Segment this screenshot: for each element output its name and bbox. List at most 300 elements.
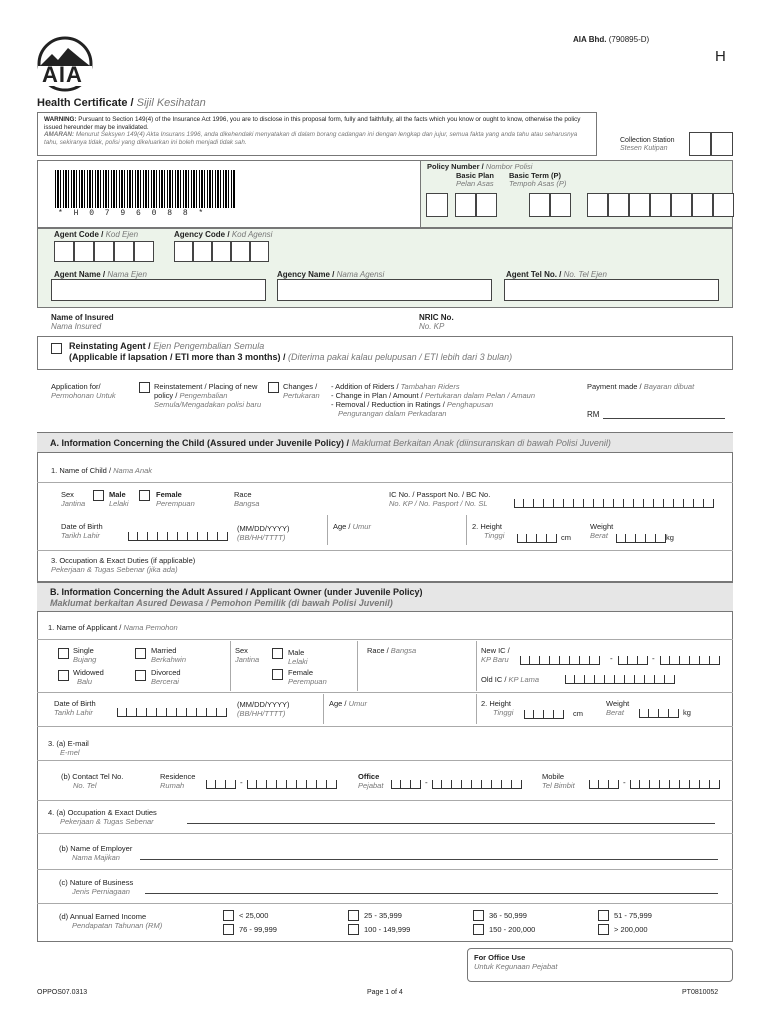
divider — [327, 515, 328, 545]
reinstatement-checkbox[interactable] — [139, 382, 150, 393]
policy-digit-box[interactable] — [692, 193, 713, 217]
child-occupation-label — [51, 556, 195, 574]
policy-digit-box[interactable] — [587, 193, 608, 217]
child-sex-label — [61, 490, 85, 508]
agency-code-label — [174, 230, 272, 239]
new-ic-label — [481, 646, 510, 664]
new-ic-part1[interactable] — [520, 656, 600, 665]
agency-code-box[interactable] — [193, 241, 212, 262]
amaran-label: AMARAN: — [44, 131, 75, 138]
applicant-female-checkbox[interactable] — [272, 669, 283, 680]
income-option-8: > 200,000 — [614, 925, 648, 934]
sex-b-en: Sex — [235, 646, 248, 655]
old-ic-label — [481, 675, 539, 684]
policy-number-boxes — [587, 193, 734, 217]
divider — [230, 641, 231, 691]
single-my: Bujang — [73, 655, 97, 664]
residence-number-input[interactable] — [247, 780, 337, 789]
new-ic-part3[interactable] — [660, 656, 720, 665]
employer-en: (b) Name of Employer — [59, 844, 133, 853]
height-my: Tinggi — [484, 531, 505, 540]
form-letter: H — [715, 48, 726, 65]
policy-digit-box[interactable] — [650, 193, 671, 217]
office-number-input[interactable] — [432, 780, 522, 789]
reinstatement-label — [154, 382, 264, 409]
male-b-my: Lelaki — [288, 657, 308, 666]
reinstating-my: Ejen Pengembalian Semula — [153, 341, 265, 351]
divider — [476, 641, 477, 691]
chg2-en: - Change in Plan / Amount / — [331, 391, 423, 400]
policy-digit-box[interactable] — [671, 193, 692, 217]
agent-name-input[interactable] — [51, 279, 266, 301]
app-for-my: Permohonan Untuk — [51, 391, 116, 400]
income-option-6: 150 - 200,000 — [489, 925, 536, 934]
divider — [37, 692, 733, 693]
agency-code-my: Kod Agensi — [231, 230, 273, 239]
policy-digit-box[interactable] — [713, 193, 734, 217]
age-en: Age / — [333, 522, 351, 531]
contact-my: No. Tel — [73, 781, 97, 790]
weight-b-my: Berat — [606, 708, 624, 717]
weight-b-en: Weight — [606, 699, 630, 708]
office-prefix-input[interactable] — [391, 780, 421, 789]
agent-code-box[interactable] — [94, 241, 114, 262]
warning-text: Pursuant to Section 149(4) of the Insurance Act 1996, you are to disclose in this proposal form, fully and faithfully, all the facts which you know or ought to know, otherwise the policy issued hereunder may be invalidated. — [44, 116, 581, 131]
male-b-en: Male — [288, 648, 305, 657]
child-name-en: 1. Name of Child / — [51, 466, 112, 475]
changes-en: Changes / — [283, 382, 318, 391]
divorced-checkbox[interactable] — [135, 670, 146, 681]
old-ic-my: KP Lama — [508, 675, 540, 684]
divider — [357, 641, 358, 691]
collection-station-label: Collection Station — [620, 137, 675, 144]
agent-tel-en: Agent Tel No. / — [506, 270, 562, 279]
height-b-my: Tinggi — [493, 708, 514, 717]
reinstatement-my: Pengembalian Semula/Mengadakan polisi baru — [154, 391, 262, 409]
b-name-my: Nama Pemohon — [123, 623, 178, 632]
child-ic-label — [389, 490, 490, 508]
income-option-7: 51 - 75,999 — [614, 911, 652, 920]
mobile-label — [542, 772, 575, 790]
widowed-en: Widowed — [73, 668, 104, 677]
applicant-occupation-label — [48, 808, 157, 826]
company-name: AIA Bhd. — [573, 35, 607, 44]
child-height-input[interactable] — [517, 534, 557, 543]
child-name-my: Nama Anak — [113, 466, 153, 475]
aia-logo — [34, 36, 96, 92]
child-height-label — [472, 522, 504, 540]
dob-fmt-en: (MM/DD/YYYY) — [237, 524, 290, 533]
dob-fmt-b-my: (BB/HH/TTTT) — [237, 709, 286, 718]
chg1-my: Tambahan Riders — [400, 382, 460, 391]
sex-b-my: Jantina — [235, 655, 260, 664]
reinstatement-en: Reinstatement / Placing of new policy / — [154, 382, 258, 400]
basic-term-en: Basic Term (P) — [509, 171, 561, 180]
female-b-my: Perempuan — [288, 677, 327, 686]
email-label — [48, 739, 89, 757]
dash: - — [652, 654, 655, 663]
occ-b-en: 4. (a) Occupation & Exact Duties — [48, 808, 157, 817]
female-b-en: Female — [288, 668, 314, 677]
divider — [37, 550, 733, 551]
section-b-title-my: Maklumat berkaitan Asured Dewasa / Pemohon Pemilik (di bawah Polisi Juvenil) — [50, 598, 393, 608]
business-label — [59, 878, 133, 896]
kg-unit: kg — [666, 533, 674, 542]
agency-code-box[interactable] — [231, 241, 250, 262]
basic-plan-my: Pelan Asas — [456, 179, 494, 188]
applicant-height-input[interactable] — [524, 710, 564, 719]
new-ic-my: KP Baru — [481, 655, 509, 664]
single-checkbox[interactable] — [58, 648, 69, 659]
station-box-2[interactable] — [711, 132, 733, 156]
divorced-label — [151, 668, 181, 686]
policy-number-my: Nombor Polisi — [485, 162, 533, 171]
email-my: E-mel — [60, 748, 80, 757]
agent-tel-input[interactable] — [504, 279, 719, 301]
applicant-name-label — [48, 623, 178, 632]
business-input-line[interactable] — [145, 893, 718, 894]
basic-term-label — [509, 172, 566, 188]
dob-fmt-b-en: (MM/DD/YYYY) — [237, 700, 290, 709]
child-race-label — [234, 490, 259, 508]
contact-en: (b) Contact Tel No. — [61, 772, 124, 781]
height-a-en: 2. Height — [472, 522, 503, 531]
chg2-my: Pertukaran dalam Pelan / Amaun — [424, 391, 536, 400]
agency-code-box[interactable] — [250, 241, 269, 262]
child-female-checkbox[interactable] — [139, 490, 150, 501]
income-label — [59, 912, 162, 930]
title-my: Sijil Kesihatan — [136, 97, 206, 109]
agency-code-en: Agency Code / — [174, 230, 230, 239]
dash: - — [425, 778, 428, 787]
term-box-2[interactable] — [550, 193, 571, 217]
applicant-female-label — [288, 668, 327, 686]
child-dob-format — [237, 524, 290, 542]
nric-label — [419, 313, 454, 331]
employer-input-line[interactable] — [140, 859, 718, 860]
child-dob-input[interactable] — [128, 532, 228, 541]
old-ic-input[interactable] — [565, 675, 675, 684]
agency-name-en: Agency Name / — [277, 270, 335, 279]
business-my: Jenis Perniagaan — [72, 887, 130, 896]
agency-name-input[interactable] — [277, 279, 492, 301]
agent-code-box[interactable] — [54, 241, 74, 262]
single-en: Single — [73, 646, 94, 655]
income-option-5-checkbox[interactable] — [473, 910, 484, 921]
income-option-3: 25 - 35,999 — [364, 911, 402, 920]
applicable-my: (Diterima pakai kalau pelupusan / ETI lebih dari 3 bulan) — [288, 352, 513, 362]
office-en: Office — [358, 772, 380, 781]
policy-prefix-box[interactable] — [426, 193, 448, 217]
chg3b-my: Pengurangan dalam Perkadaran — [338, 409, 447, 418]
occupation-input-line[interactable] — [187, 823, 715, 824]
changes-my: Pertukaran — [283, 391, 320, 400]
widowed-my: Balu — [77, 677, 93, 686]
income-my: Pendapatan Tahunan (RM) — [72, 921, 163, 930]
child-name-label — [51, 466, 152, 475]
weight-en: Weight — [590, 522, 614, 531]
dob-fmt-my: (BB/HH/TTTT) — [237, 533, 286, 542]
employer-my: Nama Majikan — [72, 853, 120, 862]
collection-station — [620, 137, 674, 153]
company-header — [573, 35, 649, 44]
new-ic-en: New IC / — [481, 646, 510, 655]
company-reg: (790895-D) — [608, 35, 650, 44]
agent-code-en: Agent Code / — [54, 230, 104, 239]
agency-name-label — [277, 270, 384, 279]
section-b-header — [37, 582, 733, 612]
agent-name-label — [54, 270, 147, 279]
applicant-age-label — [329, 699, 367, 708]
logo-text: AIA — [42, 62, 83, 87]
rm-label: RM — [587, 410, 600, 419]
income-option-1: < 25,000 — [239, 911, 269, 920]
policy-number-en: Policy Number / — [427, 162, 484, 171]
policy-digit-box[interactable] — [608, 193, 629, 217]
sex-en: Sex — [61, 490, 74, 499]
income-option-7-checkbox[interactable] — [598, 910, 609, 921]
dob-b-en: Date of Birth — [54, 699, 96, 708]
basic-term-my: Tempoh Asas (P) — [509, 179, 567, 188]
reinstating-text — [69, 341, 512, 363]
application-for-label — [51, 382, 116, 400]
divider — [37, 903, 733, 904]
basic-plan-label — [456, 172, 494, 188]
business-en: (c) Nature of Business — [59, 878, 134, 887]
sex-my: Jantina — [61, 499, 86, 508]
office-my: Pejabat — [358, 781, 384, 790]
dob-b-my: Tarikh Lahir — [54, 708, 93, 717]
applicant-male-checkbox[interactable] — [272, 648, 283, 659]
title-en: Health Certificate / — [37, 97, 134, 109]
male-en: Male — [109, 490, 126, 499]
divider — [323, 694, 324, 724]
changes-list — [331, 382, 535, 418]
station-box-1[interactable] — [689, 132, 711, 156]
email-en: 3. (a) E-mail — [48, 739, 89, 748]
married-my: Berkahwin — [151, 655, 187, 664]
weight-my: Berat — [590, 531, 608, 540]
widowed-checkbox[interactable] — [58, 670, 69, 681]
section-a-title: A. Information Concerning the Child (Assured under Juvenile Policy) / — [50, 438, 350, 448]
page-title — [37, 97, 206, 109]
race-my: Bangsa — [234, 499, 260, 508]
agent-code-box[interactable] — [74, 241, 94, 262]
footer-form-code: OPPOS07.0313 — [37, 989, 88, 996]
cm-unit-b: cm — [573, 709, 583, 718]
child-weight-input[interactable] — [616, 534, 666, 543]
employer-label — [59, 844, 132, 862]
office-use-box — [467, 948, 733, 982]
divider — [37, 726, 733, 727]
warning-label: WARNING: — [44, 116, 77, 123]
contact-label — [61, 772, 123, 790]
divider — [476, 694, 477, 724]
section-b-frame — [37, 582, 733, 942]
applicant-weight-label — [606, 699, 629, 717]
a-occ-en: 3. Occupation & Exact Duties (if applicable) — [51, 556, 196, 565]
divider — [37, 869, 733, 870]
child-weight-label — [590, 522, 613, 540]
applicable-en: (Applicable if lapsation / ETI more than 3 months) / — [69, 352, 286, 362]
applicant-dob-label — [54, 699, 96, 717]
child-female-label — [156, 490, 195, 508]
income-option-8-checkbox[interactable] — [598, 924, 609, 935]
female-en: Female — [156, 490, 182, 499]
policy-number-label — [427, 162, 532, 171]
amaran-text: Menurut Seksyen 149(4) Akta Insurans 1996, anda dikehendaki menyatakan di dalam borang cadangan ini dengan lengkap dan jujur, semua fakta yang anda tahu atau seharusnya tahu, sekiranya tidak, polisi yang dikeluarkan ini boleh menjadi tidak sah. — [44, 131, 578, 146]
amaran-line — [44, 131, 590, 146]
agency-name-my: Nama Agensi — [336, 270, 385, 279]
agent-name-en: Agent Name / — [54, 270, 106, 279]
income-option-3-checkbox[interactable] — [348, 910, 359, 921]
applicant-male-label — [288, 648, 308, 666]
old-ic-en: Old IC / — [481, 675, 507, 684]
barcode-text: * H 0 7 9 6 0 8 8 * — [58, 209, 207, 218]
income-option-5: 36 - 50,999 — [489, 911, 527, 920]
dash: - — [610, 654, 613, 663]
divider — [37, 800, 733, 801]
dob-my: Tarikh Lahir — [61, 531, 100, 540]
divider — [466, 515, 467, 545]
applicant-dob-input[interactable] — [117, 708, 227, 717]
dob-en: Date of Birth — [61, 522, 103, 531]
applicant-dob-format — [237, 700, 290, 718]
reinstating-en: Reinstating Agent / — [69, 341, 151, 351]
race-b-my: Bangsa — [390, 646, 417, 655]
divorced-my: Bercerai — [151, 677, 179, 686]
income-option-4: 100 - 149,999 — [364, 925, 411, 934]
section-a-header — [37, 432, 733, 453]
applicant-weight-input[interactable] — [639, 709, 679, 718]
footer-page-number: Page 1 of 4 — [367, 989, 403, 996]
cm-unit: cm — [561, 533, 571, 542]
payment-label — [587, 382, 694, 391]
kg-unit-b: kg — [683, 708, 691, 717]
female-my: Perempuan — [156, 499, 195, 508]
race-b-en: Race / — [367, 646, 389, 655]
age-b-my: Umur — [348, 699, 367, 708]
divider — [37, 482, 733, 483]
dash: - — [240, 778, 243, 787]
married-en: Married — [151, 646, 177, 655]
single-label — [73, 646, 96, 664]
child-male-checkbox[interactable] — [93, 490, 104, 501]
office-use-en: For Office Use — [474, 953, 526, 962]
chg3-en: - Removal / Reduction in Ratings / — [331, 400, 445, 409]
ic-a-en: IC No. / Passport No. / BC No. — [389, 490, 491, 499]
income-option-2: 76 - 99,999 — [239, 925, 277, 934]
income-en: (d) Annual Earned Income — [59, 912, 147, 921]
nric-en: NRIC No. — [419, 313, 454, 322]
agent-tel-my: No. Tel Ejen — [563, 270, 607, 279]
plan-box-2[interactable] — [476, 193, 497, 217]
married-checkbox[interactable] — [135, 648, 146, 659]
age-my: Umur — [352, 522, 371, 531]
office-use-my: Untuk Kegunaan Pejabat — [474, 962, 558, 971]
chg1-en: - Addition of Riders / — [331, 382, 399, 391]
age-b-en: Age / — [329, 699, 347, 708]
changes-checkbox[interactable] — [268, 382, 279, 393]
child-ic-input[interactable] — [514, 499, 714, 508]
race-en: Race — [234, 490, 252, 499]
mobile-en: Mobile — [542, 772, 565, 781]
insured-name-en: Name of Insured — [51, 313, 114, 322]
residence-label — [160, 772, 195, 790]
footer-doc-code: PT0810052 — [682, 989, 719, 996]
new-ic-part2[interactable] — [618, 656, 648, 665]
residence-my: Rumah — [160, 781, 185, 790]
income-option-2-checkbox[interactable] — [223, 924, 234, 935]
divider — [37, 833, 733, 834]
basic-plan-en: Basic Plan — [456, 171, 494, 180]
app-for-en: Application for/ — [51, 382, 101, 391]
a-occ-my: Pekerjaan & Tugas Sebenar (jika ada) — [51, 565, 178, 574]
agency-code-boxes — [174, 241, 269, 262]
married-label — [151, 646, 186, 664]
residence-en: Residence — [160, 772, 196, 781]
reinstating-checkbox[interactable] — [51, 343, 62, 354]
male-my: Lelaki — [109, 499, 129, 508]
income-option-4-checkbox[interactable] — [348, 924, 359, 935]
term-box-1[interactable] — [529, 193, 550, 217]
insured-name-my: Nama Insured — [51, 322, 102, 331]
agent-tel-label — [506, 270, 607, 279]
nric-my: No. KP — [419, 322, 445, 331]
mobile-number-input[interactable] — [630, 780, 720, 789]
mobile-prefix-input[interactable] — [589, 780, 619, 789]
applicant-race-label — [367, 646, 416, 655]
barcode — [55, 170, 235, 208]
agency-code-box[interactable] — [174, 241, 193, 262]
changes-label — [283, 382, 320, 400]
agent-code-box[interactable] — [114, 241, 134, 262]
height-b-en: 2. Height — [481, 699, 512, 708]
agent-name-my: Nama Ejen — [107, 270, 147, 279]
income-option-1-checkbox[interactable] — [223, 910, 234, 921]
agent-code-boxes — [54, 241, 154, 262]
payment-my: Bayaran dibuat — [643, 382, 695, 391]
widowed-label — [73, 668, 104, 686]
section-a-title-my: Maklumat Berkaitan Anak (diinsuranskan di bawah Polisi Juvenil) — [351, 438, 611, 448]
insured-name-label — [51, 313, 114, 331]
mobile-my: Tel Bimbit — [542, 781, 575, 790]
agent-code-label — [54, 230, 138, 239]
payment-amount-line[interactable] — [603, 418, 725, 419]
warning-line — [44, 116, 590, 131]
applicant-height-label — [481, 699, 513, 717]
child-male-label — [109, 490, 129, 508]
divider — [37, 639, 733, 640]
agent-code-box[interactable] — [134, 241, 154, 262]
agency-code-box[interactable] — [212, 241, 231, 262]
policy-digit-box[interactable] — [629, 193, 650, 217]
payment-en: Payment made / — [587, 382, 642, 391]
residence-prefix-input[interactable] — [206, 780, 236, 789]
warning-box — [37, 112, 597, 156]
plan-box-1[interactable] — [455, 193, 476, 217]
income-option-6-checkbox[interactable] — [473, 924, 484, 935]
divider — [37, 760, 733, 761]
ic-a-my: No. KP / No. Pasport / No. SL — [389, 499, 488, 508]
child-age-label — [333, 522, 371, 531]
agent-code-my: Kod Ejen — [105, 230, 139, 239]
chg3-my: Penghapusan — [446, 400, 494, 409]
office-tel-label — [358, 772, 383, 790]
section-b-title: B. Information Concerning the Adult Assured / Applicant Owner (under Juvenile Policy) — [50, 587, 423, 597]
collection-station-label-my: Stesen Kutipan — [620, 145, 668, 152]
applicant-sex-label — [235, 646, 259, 664]
